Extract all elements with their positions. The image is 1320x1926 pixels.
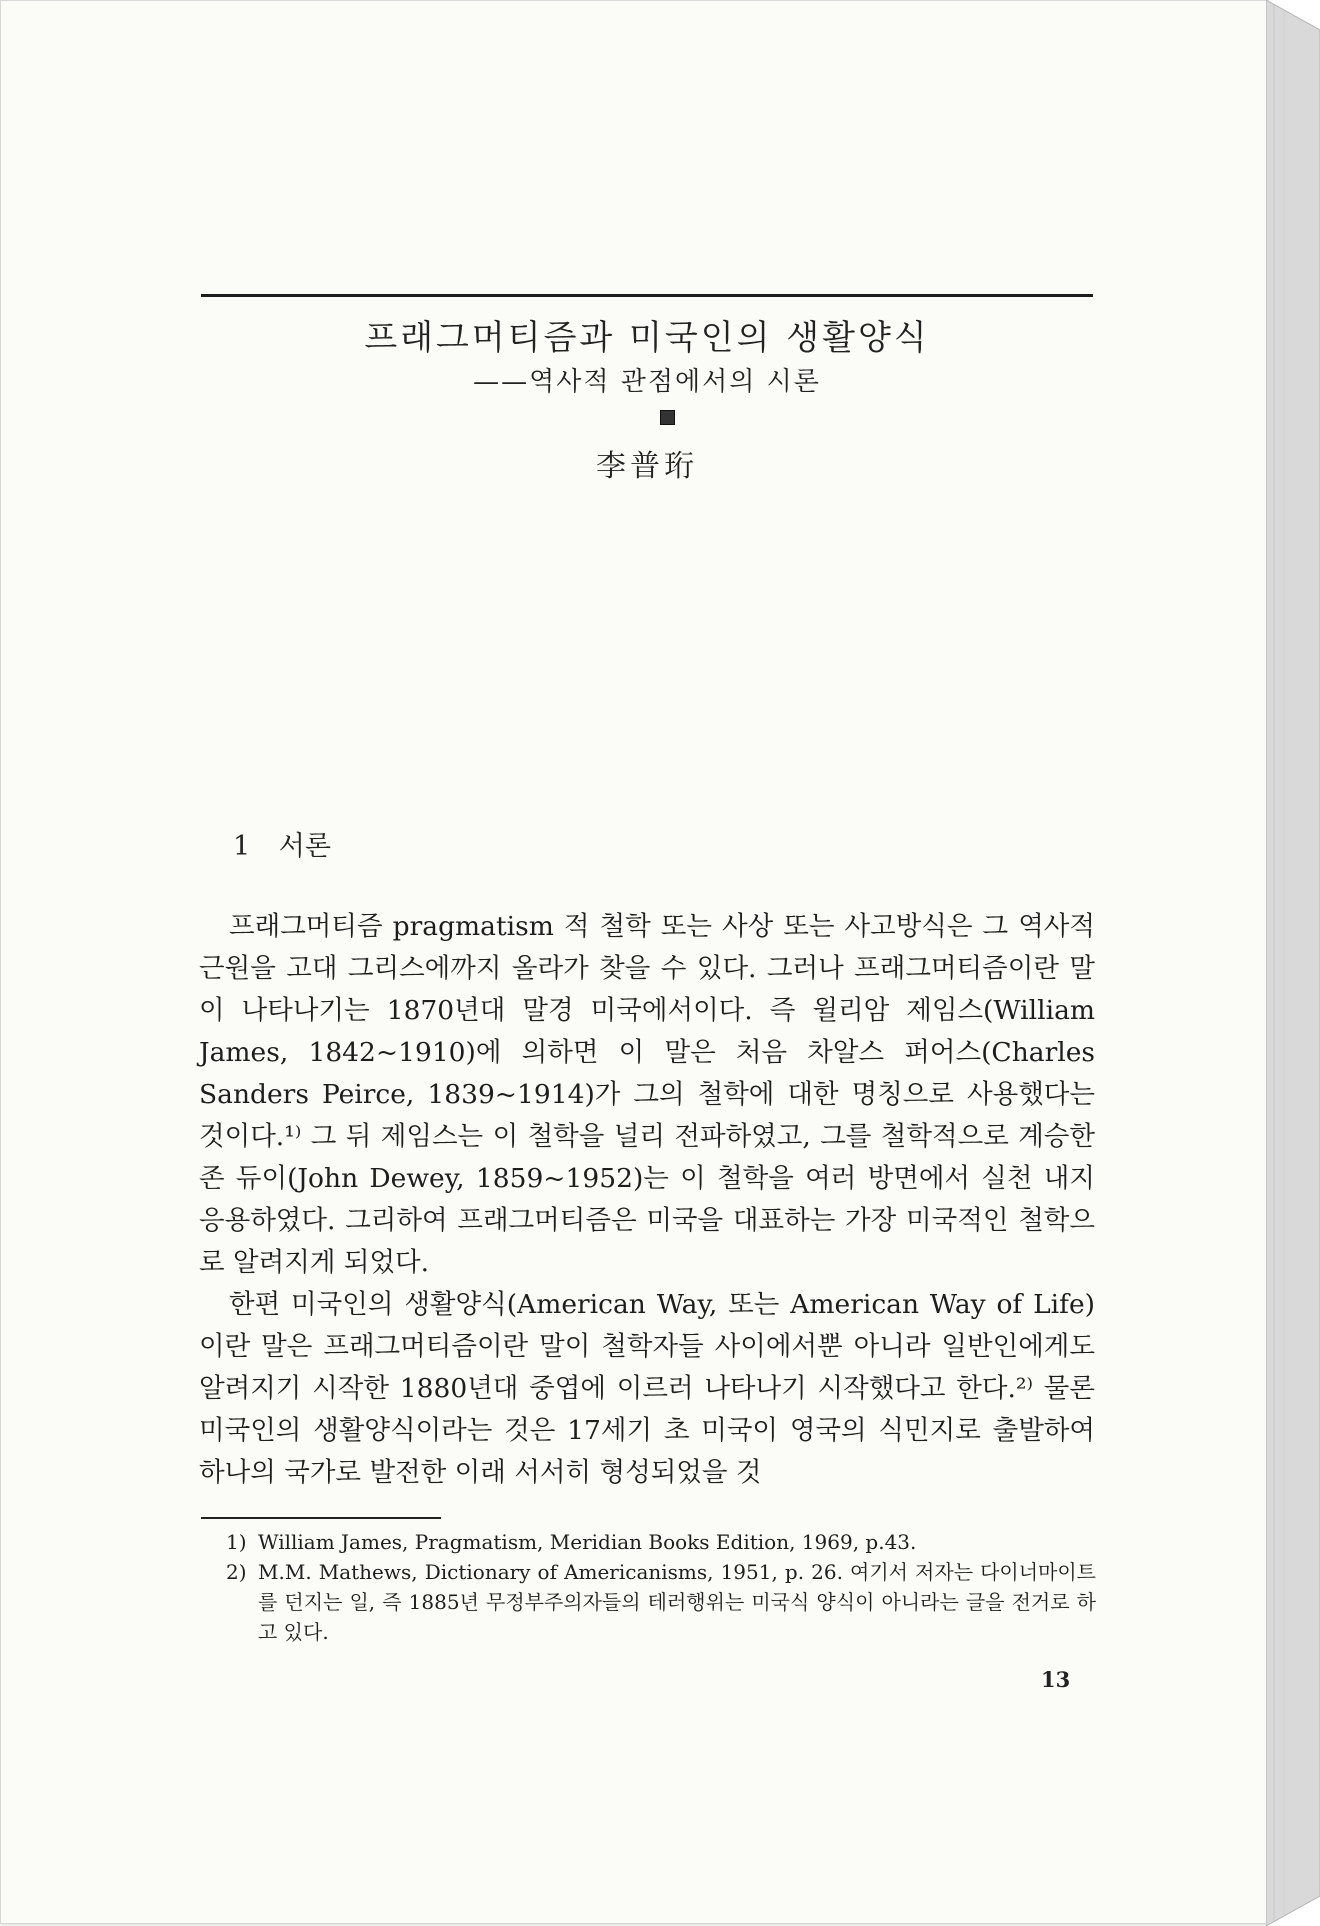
paragraph: 프래그머티즘 pragmatism 적 철학 또는 사상 또는 사고방식은 그 역사적 근원을 고대 그리스에까지 올라가 찾을 수 있다. 그러나 프래그머티즘이란 말이 나타나기는 1870년대 말경 미국에서이다. 즉 윌리암 제임스(William James, 1842~1910)에 의하면 이 말은 처음 차알스 퍼어스(Charles Sanders Peirce, 1839~1914)가 그의 철학에 대한 명칭으로 사용했다는 것이다.¹⁾ 그 뒤 제임스는 이 철학을 널리 전파하였고, 그를 철학적으로 계승한 존 듀이(John Dewey, 1859~1952)는 이 철학을 여러 방면에서 실천 내지 응용하였다. 그리하여 프래그머티즘은 미국을 대표하는 가장 미국적인 철학으로 알려지게 되었다. bbox=[199, 911, 1095, 1278]
footnote-rule bbox=[201, 1517, 441, 1519]
ornament-square-icon bbox=[660, 410, 675, 425]
footnote-text: William James, Pragmatism, Meridian Books Edition, 1969, p.43. bbox=[258, 1530, 917, 1554]
footnote-text: M.M. Mathews, Dictionary of Americanisms, 1951, p. 26. 여기서 저자는 다이너마이트를 던지는 일, 즉 1885년 무정부주의자들의 테러행위는 미국식 양식이 아니라는 글을 전거로 하고 있다. bbox=[258, 1560, 1096, 1644]
article-subtitle: ——역사적 관점에서의 시론 bbox=[473, 367, 821, 397]
top-rule bbox=[201, 294, 1093, 297]
author-name: 李普珩 bbox=[596, 449, 698, 484]
article-title: 프래그머티즘과 미국인의 생활양식 bbox=[364, 318, 930, 358]
footnote bbox=[226, 1527, 1096, 1557]
page-stack-edge bbox=[1266, 0, 1320, 1926]
footnotes bbox=[226, 1527, 1096, 1647]
body-text bbox=[199, 906, 1095, 1494]
section-heading: 1 서론 bbox=[233, 831, 331, 862]
paragraph: 한편 미국인의 생활양식(American Way, 또는 American Way of Life)이란 말은 프래그머티즘이란 말이 철학자들 사이에서뿐 아니라 일반인에게도 알려지기 시작한 1880년대 중엽에 이르러 나타나기 시작했다고 한다.²⁾ 물론 미국인의 생활양식이라는 것은 17세기 초 미국이 영국의 식민지로 출발하여 하나의 국가로 발전한 이래 서서히 형성되었을 것 bbox=[199, 1289, 1095, 1488]
page-number: 13 bbox=[1041, 1667, 1071, 1692]
footnote-number: 1) bbox=[226, 1530, 247, 1554]
footnote-number: 2) bbox=[226, 1560, 247, 1584]
footnote bbox=[226, 1557, 1096, 1647]
